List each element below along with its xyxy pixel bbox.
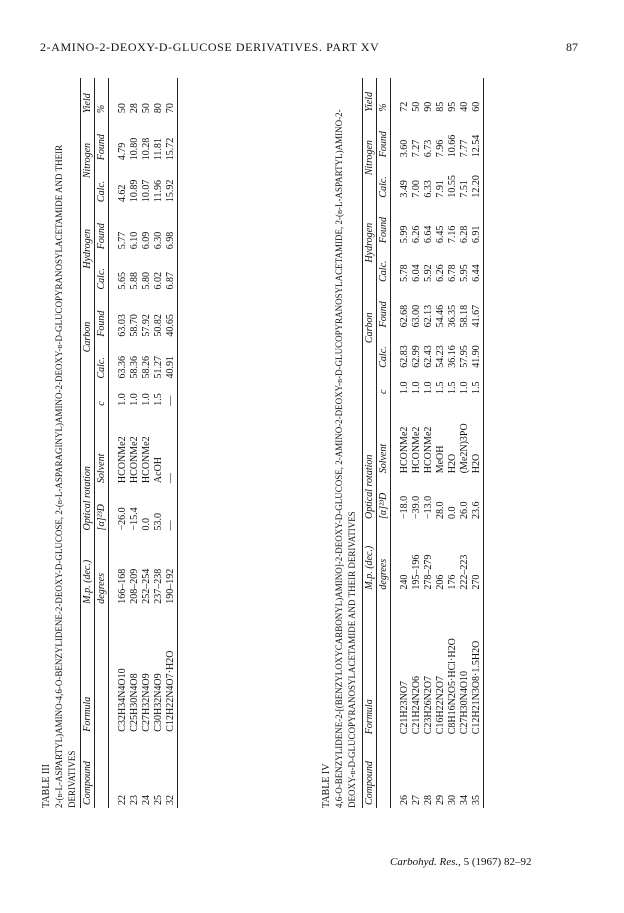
table-cell: 50 [117, 103, 128, 114]
col-hydrogen: Hydrogen [363, 201, 377, 285]
table-row [129, 78, 141, 808]
calc-header: Calc. [95, 252, 109, 292]
table-cell: 5.99 [399, 225, 410, 244]
table-cell: 6.10 [129, 231, 140, 250]
table-cell: −39.0 [411, 495, 422, 519]
table-cell: 63.00 [411, 304, 422, 328]
table-cell: HCONMe2 [411, 426, 422, 474]
table-cell: 1.0 [117, 393, 128, 406]
table-cell: 41.90 [471, 345, 482, 368]
table-cell: MeOH [435, 445, 446, 474]
table-cell: 6.30 [153, 231, 164, 250]
table-cell: 278–279 [423, 554, 434, 590]
table-cell: C12H21N3O8·1.5H2O [471, 640, 482, 735]
table-cell: 190–192 [165, 568, 176, 604]
table-cell: 6.73 [423, 139, 434, 158]
table-cell: 23.6 [471, 501, 482, 519]
table-cell: 5.80 [141, 272, 152, 290]
table-cell: 57.92 [141, 314, 152, 337]
table-cell: 28 [129, 103, 140, 114]
table-cell: 6.33 [423, 180, 434, 198]
mp-unit: degrees [95, 533, 109, 606]
table-cell: 252–254 [141, 568, 152, 604]
table-cell: 41.67 [471, 304, 482, 328]
table-cell: 57.95 [459, 345, 470, 368]
table-cell: 10.28 [141, 137, 152, 161]
table-cell: 26 [399, 795, 410, 805]
table-cell: 5.88 [129, 272, 140, 290]
table-cell: 10.89 [129, 179, 140, 203]
journal-name: Carbohyd. Res. [390, 856, 459, 868]
table-row [435, 78, 447, 808]
table-cell: 23 [129, 795, 140, 805]
table-cell: 28 [423, 795, 434, 805]
table-cell: HCONMe2 [117, 436, 128, 484]
table-cell: HCONMe2 [423, 426, 434, 474]
table-cell: 51.27 [153, 356, 164, 379]
pct-header: % [95, 78, 109, 116]
table-cell: 62.13 [423, 304, 434, 328]
table-cell: 15.72 [165, 137, 176, 161]
table-cell: 6.04 [411, 264, 422, 282]
table-cell: 240 [399, 574, 410, 590]
table-cell: 7.77 [459, 139, 470, 158]
table-cell: 166–168 [117, 568, 128, 604]
table-cell: 27 [411, 795, 422, 805]
col-mp: M.p. (dec.) [363, 522, 377, 593]
calc-header: Calc. [95, 340, 109, 382]
col-nitrogen: Nitrogen [363, 115, 377, 201]
table-cell: 58.26 [141, 356, 152, 379]
table-cell: 6.45 [435, 225, 446, 244]
table-cell: 6.64 [423, 225, 434, 244]
table-cell: 90 [423, 101, 434, 112]
table-row [165, 78, 177, 808]
blank [95, 735, 109, 808]
table-cell: 40 [459, 101, 470, 112]
table-cell: HCONMe2 [141, 436, 152, 484]
table-cell: 50 [411, 101, 422, 112]
table-cell: 72 [399, 101, 410, 112]
table-cell: 28.0 [435, 501, 446, 519]
table3 [80, 78, 178, 808]
table3-label: TABLE III [41, 764, 52, 808]
col-yield: Yield [363, 78, 377, 115]
table-row [153, 78, 165, 808]
solvent-header: Solvent [377, 397, 391, 476]
table-cell: 58.18 [459, 304, 470, 328]
table4-caption [320, 88, 359, 808]
table-cell: 7.51 [459, 180, 470, 198]
mp-unit: degrees [377, 522, 391, 593]
table-cell: 58.36 [129, 356, 140, 379]
table-cell: C21H23NO7 [399, 680, 410, 735]
table-cell: 6.98 [165, 231, 176, 250]
table-row [391, 78, 412, 808]
table-cell: 6.28 [459, 225, 470, 244]
table-cell: 85 [435, 101, 446, 112]
table-row [411, 78, 423, 808]
table-cell: 7.16 [447, 225, 458, 244]
volume-pages: , 5 (1967) 82–92 [458, 856, 532, 868]
table-cell: — [165, 520, 176, 531]
table-cell: 58.70 [129, 314, 140, 337]
table-cell: 53.0 [153, 512, 164, 531]
table-cell: 237–238 [153, 568, 164, 604]
table-cell: 1.5 [153, 393, 164, 406]
table-cell: 1.0 [411, 381, 422, 394]
table-cell: 40.65 [165, 314, 176, 337]
table-cell: 36.16 [447, 345, 458, 368]
table-cell: 6.44 [471, 264, 482, 282]
table-cell: 60 [471, 101, 482, 112]
pct-header: % [377, 78, 391, 115]
table-cell: C27H30N4O10 [459, 670, 470, 735]
table-cell: 1.0 [459, 381, 470, 394]
table-cell: 5.65 [117, 272, 128, 290]
alpha-header: [α]²³D [377, 476, 391, 522]
table-cell: 63.03 [117, 314, 128, 337]
table-cell: C23H26N2O7 [423, 675, 434, 735]
table-cell: 50 [141, 103, 152, 114]
table-cell: 35 [471, 795, 482, 805]
table-cell: 62.68 [399, 304, 410, 328]
c-header: c [377, 371, 391, 397]
calc-header: Calc. [377, 160, 391, 200]
table-cell: 26.0 [459, 501, 470, 519]
table-cell: 7.27 [411, 139, 422, 158]
table-cell: 6.26 [435, 264, 446, 282]
table-cell: (Me2N)3PO [459, 423, 470, 474]
col-carbon: Carbon [81, 293, 95, 382]
table-cell: 206 [435, 574, 446, 590]
table-cell: 7.91 [435, 180, 446, 198]
table4 [362, 78, 484, 808]
found-header: Found [95, 293, 109, 340]
table-cell: 1.5 [447, 381, 458, 394]
table3-title: 2-(β-L-ASPARTYL)AMINO-4,6-O-BENZYLIDENE-2-DEOXY-D-GLUCOSE, 2-(β-L-ASPARAGINYL)AMINO-2-DEOXY-β-D-GLUCOPYRANOSYLACETAMIDE AND THEIR DERIVATIVES [54, 144, 77, 808]
page-number: 87 [566, 40, 578, 54]
table-cell: 1.0 [141, 393, 152, 406]
found-header: Found [95, 205, 109, 252]
table-cell: 5.92 [423, 264, 434, 282]
running-title: 2-AMINO-2-DEOXY-D-GLUCOSE DERIVATIVES. PART XV [40, 40, 380, 54]
table-cell: C16H22N2O7 [435, 675, 446, 735]
col-formula: Formula [81, 607, 95, 735]
journal-citation [390, 856, 531, 868]
table-row [141, 78, 153, 808]
table-cell: 25 [153, 795, 164, 805]
table-cell: 54.23 [435, 345, 446, 368]
found-header: Found [377, 201, 391, 246]
calc-header: Calc. [95, 163, 109, 205]
col-compound: Compound [363, 737, 377, 808]
table-cell: 29 [435, 795, 446, 805]
table-cell: 1.0 [423, 381, 434, 394]
table-cell: — [165, 473, 176, 484]
table-cell: — [165, 395, 176, 406]
table-cell: 7.96 [435, 139, 446, 158]
col-nitrogen: Nitrogen [81, 116, 95, 205]
table-cell: 4.79 [117, 142, 128, 161]
col-mp: M.p. (dec.) [81, 533, 95, 606]
table-cell: 63.36 [117, 356, 128, 379]
col-compound: Compound [81, 735, 95, 808]
table-cell: 15.92 [165, 179, 176, 203]
table-cell: 1.0 [399, 381, 410, 394]
table-cell: 5.95 [459, 264, 470, 282]
table-cell: 11.96 [153, 179, 164, 203]
table-cell: C21H24N2O6 [411, 675, 422, 735]
table3-caption [40, 88, 79, 808]
table-cell: C32H34N4O10 [117, 668, 128, 732]
table-cell: 95 [447, 101, 458, 112]
table-cell: 11.81 [153, 138, 164, 161]
table-cell: 10.80 [129, 137, 140, 161]
table-cell: 50.82 [153, 314, 164, 337]
table-cell: 7.00 [411, 180, 422, 198]
table-cell: 70 [165, 103, 176, 114]
calc-header: Calc. [377, 246, 391, 285]
table-cell: 270 [471, 574, 482, 590]
table4-title: 4,6-O-BENZYLIDENE-2-[(BENZYLOXYCARBONYL)AMINO]-2-DEOXY-D-GLUCOSE, 2-AMINO-2-DEOXY-β-D-GLUCOPYRANOSYLACETAMIDE, 2-(β-L-ASPARTYL)AMINO-2-DEOXY-β-D-GLUCOPYRANOSYLACETAMIDE AND THEIR DERIVATIVES [334, 109, 357, 808]
table-cell: 1.5 [471, 381, 482, 394]
table-cell: 5.78 [399, 264, 410, 282]
table-cell: 195–196 [411, 554, 422, 590]
table-cell: 6.91 [471, 225, 482, 244]
table-cell: C12H22N4O7·H2O [165, 650, 176, 732]
table-cell: 34 [459, 795, 470, 805]
blank [377, 593, 391, 738]
rotated-content [40, 64, 580, 808]
table-cell: −18.0 [399, 495, 410, 519]
blank [95, 607, 109, 735]
found-header: Found [377, 115, 391, 160]
table-cell: 12.20 [471, 175, 482, 198]
table-cell: 0.0 [447, 506, 458, 519]
table-cell: 10.07 [141, 179, 152, 203]
table-cell: −15.4 [129, 507, 140, 531]
table-cell: 6.02 [153, 272, 164, 290]
col-carbon: Carbon [363, 285, 377, 371]
table-cell: H2O [447, 453, 458, 474]
table-cell: C8H16N2O5·HCl·H2O [447, 638, 458, 735]
table-cell: 6.78 [447, 264, 458, 282]
alpha-header: [α]²³D [95, 486, 109, 533]
table-row [109, 78, 130, 808]
found-header: Found [95, 116, 109, 163]
table-cell: 3.49 [399, 180, 410, 198]
found-header: Found [377, 285, 391, 330]
table-cell: 12.54 [471, 134, 482, 158]
table-row [423, 78, 435, 808]
col-optical-rotation: Optical rotation [81, 382, 95, 534]
table-cell: 10.55 [447, 175, 458, 198]
table-cell: C25H30N4O8 [129, 673, 140, 732]
table-cell: H2O [471, 453, 482, 474]
table-cell: 176 [447, 574, 458, 590]
table-cell: 6.87 [165, 272, 176, 290]
table-cell: 1.0 [129, 393, 140, 406]
table-cell: 62.43 [423, 345, 434, 368]
table-cell: 36.35 [447, 304, 458, 328]
c-header: c [95, 382, 109, 409]
solvent-header: Solvent [95, 409, 109, 486]
table-cell: HCONMe2 [399, 426, 410, 474]
table-cell: 30 [447, 795, 458, 805]
table-cell: 10.66 [447, 134, 458, 158]
table-cell: AcOH [153, 456, 164, 484]
table-cell: −26.0 [117, 507, 128, 531]
table-cell: C30H32N4O9 [153, 673, 164, 732]
table-cell: 24 [141, 795, 152, 805]
table-cell: 5.77 [117, 231, 128, 250]
table-row [447, 78, 459, 808]
table-cell: 4.62 [117, 184, 128, 203]
col-yield: Yield [81, 78, 95, 116]
table-cell: 62.83 [399, 345, 410, 368]
table-cell: 62.99 [411, 345, 422, 368]
table-cell: 3.60 [399, 139, 410, 158]
table-cell: 6.26 [411, 225, 422, 244]
table-cell: −13.0 [423, 495, 434, 519]
table-cell: 40.91 [165, 356, 176, 379]
table-cell: 22 [117, 795, 128, 805]
table4-label: TABLE IV [321, 763, 332, 808]
col-optical-rotation: Optical rotation [363, 371, 377, 522]
table-cell: 222–223 [459, 554, 470, 590]
col-hydrogen: Hydrogen [81, 205, 95, 292]
table-row [471, 78, 483, 808]
table-cell: 54.46 [435, 304, 446, 328]
blank [377, 737, 391, 808]
calc-header: Calc. [377, 330, 391, 370]
table-cell: 80 [153, 103, 164, 114]
table-cell: C27H32N4O9 [141, 673, 152, 732]
table-cell: 6.09 [141, 231, 152, 250]
col-formula: Formula [363, 593, 377, 738]
table-cell: HCONMe2 [129, 436, 140, 484]
table-cell: 0.0 [141, 517, 152, 531]
table-row [459, 78, 471, 808]
table-cell: 32 [165, 795, 176, 805]
table-cell: 1.5 [435, 381, 446, 394]
table-cell: 208–209 [129, 568, 140, 604]
